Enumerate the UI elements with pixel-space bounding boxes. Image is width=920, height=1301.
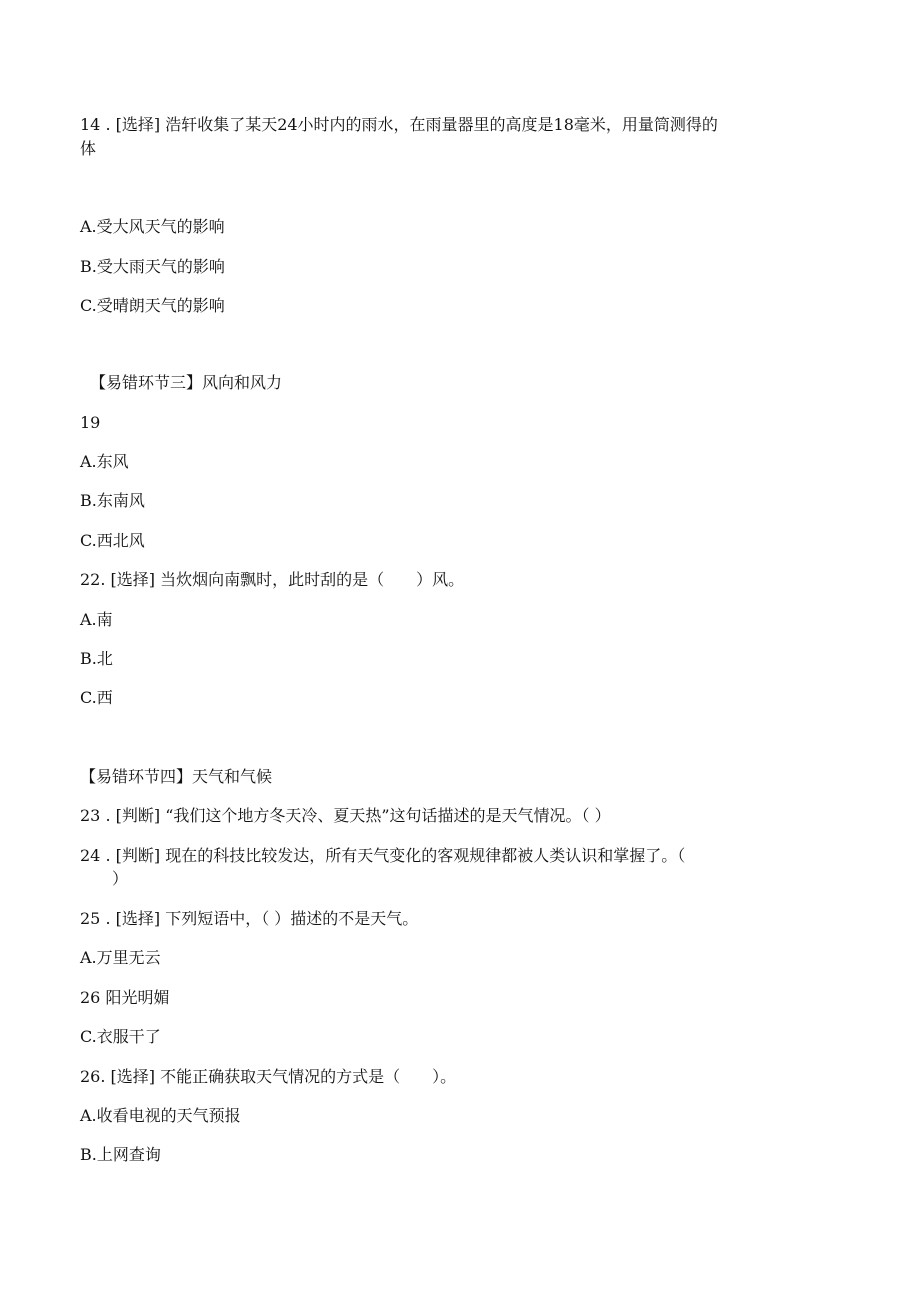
option-c: C.受晴朗天气的影响 (80, 296, 225, 315)
option-a: A.收看电视的天气预报 (80, 1106, 241, 1125)
option-b: B.上网查询 (80, 1145, 161, 1164)
option-b: 26 阳光明媚 (80, 988, 170, 1007)
option-c: C.衣服干了 (80, 1027, 161, 1046)
option-b: B.受大雨天气的影响 (80, 257, 225, 276)
question-24-text: 24 . [判断] 现在的科技比较发达，所有天气变化的客观规律都被人类认识和掌握了。（ (80, 846, 686, 865)
question-14-text: 14 . [选择] 浩轩收集了某天24小时内的雨水，在雨量器里的高度是18毫米，用量筒测得的 (80, 115, 718, 134)
question-23-text: 23 . [判断] “我们这个地方冬天冷、夏天热”这句话描述的是天气情况。（ ） (80, 806, 611, 825)
option-a: A.南 (80, 610, 113, 629)
section-heading-3: 【易错环节三】风向和风力 (90, 373, 283, 392)
option-a: A.万里无云 (80, 948, 161, 967)
question-19-number: 19 (80, 413, 101, 432)
option-b: B.东南风 (80, 491, 145, 510)
question-14-text-continued: 体 (80, 139, 97, 158)
question-26-text: 26. [选择] 不能正确获取天气情况的方式是（ ）。 (80, 1067, 457, 1086)
question-24-text-continued: ） (112, 869, 129, 888)
option-c: C.西 (80, 688, 113, 707)
option-a: A.东风 (80, 452, 129, 471)
question-25-text: 25 . [选择] 下列短语中，（ ）描述的不是天气。 (80, 909, 419, 928)
option-a: A.受大风天气的影响 (80, 217, 225, 236)
option-c: C.西北风 (80, 531, 145, 550)
question-22-text: 22. [选择] 当炊烟向南飘时，此时刮的是（ ）风。 (80, 570, 465, 589)
section-heading-4: 【易错环节四】天气和气候 (80, 767, 273, 786)
option-b: B.北 (80, 649, 113, 668)
